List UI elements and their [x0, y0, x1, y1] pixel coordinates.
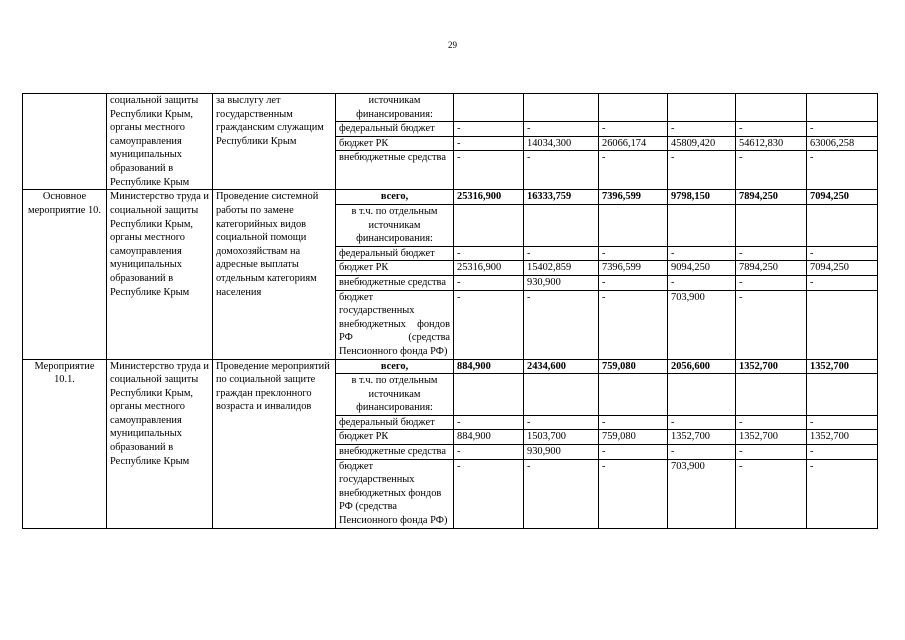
value-cell: - — [454, 290, 524, 359]
value-cell: - — [668, 151, 736, 190]
value-cell: 930,900 — [524, 275, 599, 290]
value-cell: 14034,300 — [524, 136, 599, 151]
value-cell: 1352,700 — [807, 430, 878, 445]
source-cell: внебюджетные средства — [336, 445, 454, 460]
description-cell: за выслугу лет государственным гражданским служащим Республики Крым — [213, 94, 336, 190]
source-cell: бюджет РК — [336, 430, 454, 445]
value-cell: 2434,600 — [524, 359, 599, 374]
value-cell: - — [668, 246, 736, 261]
name-cell: Основное мероприятие 10. — [23, 190, 107, 359]
value-cell: 759,080 — [599, 430, 668, 445]
value-cell: - — [454, 151, 524, 190]
value-cell: - — [736, 246, 807, 261]
source-cell: источникам финансирования: — [336, 94, 454, 122]
value-cell: 884,900 — [454, 430, 524, 445]
table-row — [23, 190, 878, 205]
value-cell: - — [524, 459, 599, 528]
value-cell: 7894,250 — [736, 190, 807, 205]
value-cell: 759,080 — [599, 359, 668, 374]
value-cell: 16333,759 — [524, 190, 599, 205]
value-cell: - — [524, 246, 599, 261]
value-cell: 1352,700 — [736, 430, 807, 445]
value-cell: - — [454, 459, 524, 528]
value-cell: - — [668, 415, 736, 430]
value-cell: 930,900 — [524, 445, 599, 460]
value-cell: - — [736, 445, 807, 460]
value-cell: - — [736, 151, 807, 190]
value-cell: 25316,900 — [454, 190, 524, 205]
value-cell: - — [599, 122, 668, 137]
value-cell: - — [599, 151, 668, 190]
value-cell: 703,900 — [668, 290, 736, 359]
value-cell: - — [524, 151, 599, 190]
value-cell: - — [524, 290, 599, 359]
description-cell: Проведение системной работы по замене категорийных видов социальной помощи домохозяйствам на адресные выплаты отдельным категориям населения — [213, 190, 336, 359]
value-cell: - — [599, 459, 668, 528]
value-cell: - — [736, 459, 807, 528]
value-cell: 7396,599 — [599, 261, 668, 276]
source-cell: в т.ч. по отдельным источникам финансирования: — [336, 374, 454, 416]
value-cell: 703,900 — [668, 459, 736, 528]
value-cell: - — [599, 445, 668, 460]
value-cell: 45809,420 — [668, 136, 736, 151]
value-cell: 7094,250 — [807, 190, 878, 205]
value-cell: - — [807, 459, 878, 528]
value-cell: 2056,600 — [668, 359, 736, 374]
value-cell: 15402,859 — [524, 261, 599, 276]
source-cell: федеральный бюджет — [336, 246, 454, 261]
value-cell: 54612,830 — [736, 136, 807, 151]
value-cell: - — [454, 275, 524, 290]
value-cell: - — [807, 275, 878, 290]
value-cell: - — [807, 246, 878, 261]
source-cell: в т.ч. по отдельным источникам финансирования: — [336, 204, 454, 246]
source-cell: федеральный бюджет — [336, 122, 454, 137]
page-number: 29 — [448, 40, 457, 50]
value-cell: - — [668, 445, 736, 460]
value-cell: - — [599, 415, 668, 430]
value-cell: - — [454, 246, 524, 261]
value-cell: 1503,700 — [524, 430, 599, 445]
financing-table — [22, 93, 878, 529]
value-cell: 7396,599 — [599, 190, 668, 205]
value-cell: 1352,700 — [736, 359, 807, 374]
description-cell: Проведение мероприятий по социальной защите граждан преклонного возраста и инвалидов — [213, 359, 336, 528]
name-cell — [23, 94, 107, 190]
source-cell: внебюджетные средства — [336, 151, 454, 190]
value-cell: - — [736, 290, 807, 359]
value-cell: 1352,700 — [668, 430, 736, 445]
source-cell: бюджет РК — [336, 261, 454, 276]
value-cell: - — [736, 122, 807, 137]
value-cell: - — [736, 415, 807, 430]
value-cell: - — [599, 290, 668, 359]
table-row — [23, 359, 878, 374]
value-cell: - — [524, 122, 599, 137]
source-cell: бюджет РК — [336, 136, 454, 151]
source-cell: федеральный бюджет — [336, 415, 454, 430]
value-cell: - — [807, 151, 878, 190]
executor-cell: Министерство труда и социальной защиты Республики Крым, органы местного самоуправления муниципальных образований в Республике Крым — [107, 359, 213, 528]
value-cell: - — [599, 246, 668, 261]
value-cell: - — [454, 445, 524, 460]
value-cell — [807, 290, 878, 359]
source-cell: бюджет государственных внебюджетных фондов РФ (средства Пенсионного фонда РФ) — [336, 459, 454, 528]
value-cell: 9798,150 — [668, 190, 736, 205]
value-cell: - — [668, 275, 736, 290]
executor-cell: социальной защиты Республики Крым, органы местного самоуправления муниципальных образований в Республике Крым — [107, 94, 213, 190]
value-cell: 7094,250 — [807, 261, 878, 276]
source-cell: всего, — [336, 190, 454, 205]
executor-cell: Министерство труда и социальной защиты Республики Крым, органы местного самоуправления муниципальных образований в Республике Крым — [107, 190, 213, 359]
value-cell: 63006,258 — [807, 136, 878, 151]
value-cell: - — [454, 415, 524, 430]
name-cell: Мероприятие 10.1. — [23, 359, 107, 528]
value-cell: - — [524, 415, 599, 430]
value-cell: - — [454, 136, 524, 151]
value-cell: - — [807, 122, 878, 137]
table-row — [23, 94, 878, 122]
value-cell: - — [454, 122, 524, 137]
source-cell: внебюджетные средства — [336, 275, 454, 290]
value-cell: 1352,700 — [807, 359, 878, 374]
value-cell: 26066,174 — [599, 136, 668, 151]
value-cell: - — [668, 122, 736, 137]
value-cell: 884,900 — [454, 359, 524, 374]
source-cell: всего, — [336, 359, 454, 374]
source-cell: бюджет государственных внебюджетных фондов РФ (средства Пенсионного фонда РФ) — [336, 290, 454, 359]
value-cell: 9094,250 — [668, 261, 736, 276]
value-cell: 7894,250 — [736, 261, 807, 276]
value-cell: - — [807, 445, 878, 460]
value-cell: - — [599, 275, 668, 290]
value-cell: - — [807, 415, 878, 430]
value-cell: - — [736, 275, 807, 290]
value-cell: 25316,900 — [454, 261, 524, 276]
